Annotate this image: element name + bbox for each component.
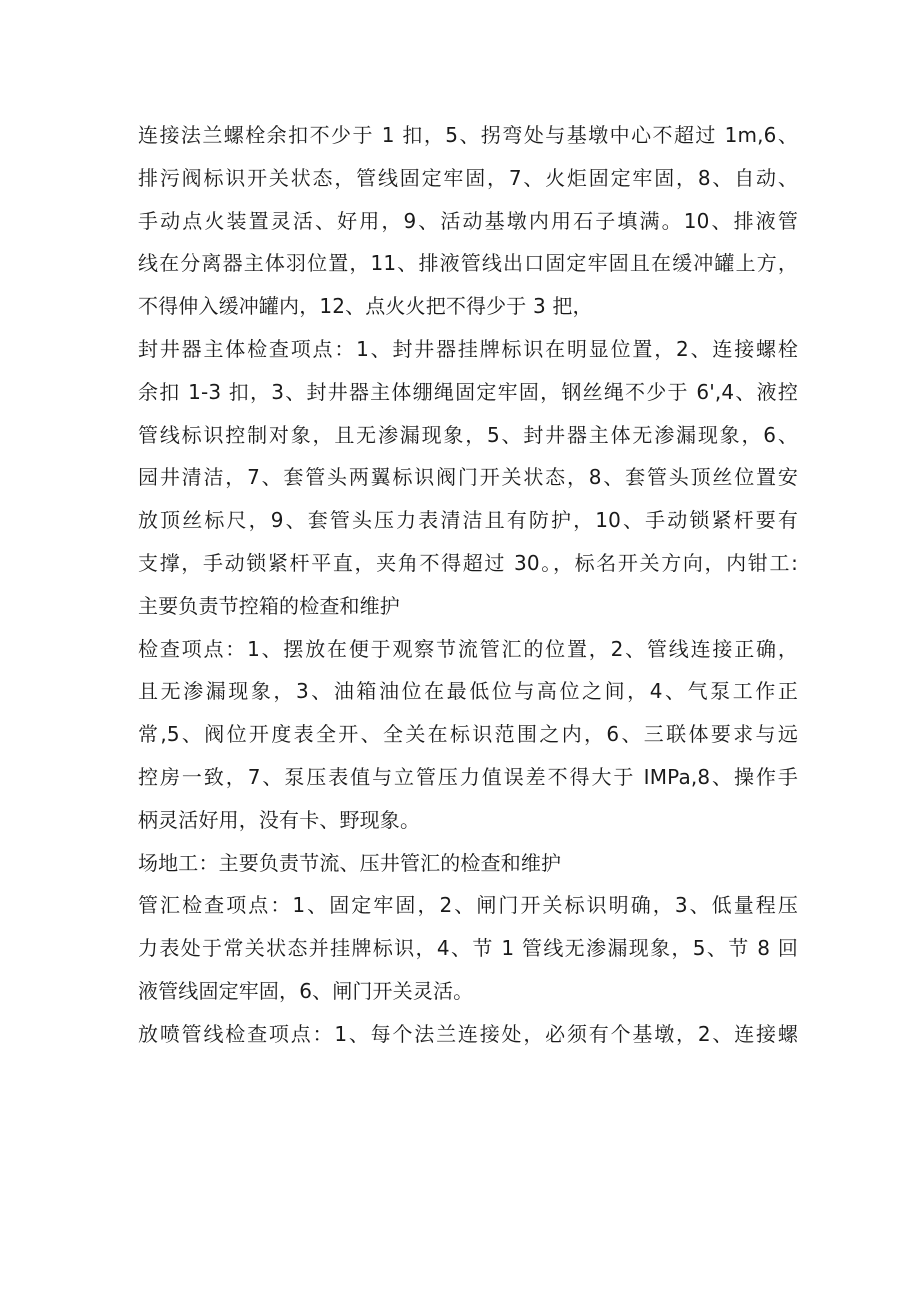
text-line: 控房一致，7、泵压表值与立管压力值误差不得大于 IMPa,8、操作手	[138, 764, 798, 789]
text-line: 检查项点：1、摆放在便于观察节流管汇的位置，2、管线连接正确，	[138, 636, 798, 661]
text-line: 线在分离器主体羽位置，11、排液管线出口固定牢固且在缓冲罐上方，	[138, 251, 798, 276]
text-line: 且无渗漏现象，3、油箱油位在最低位与高位之间，4、气泵工作正	[138, 679, 798, 704]
text-line: 常,5、阀位开度表全开、全关在标识范围之内，6、三联体要求与远	[138, 722, 798, 747]
text-line: 柄灵活好用，没有卡、野现象。	[138, 807, 421, 832]
text-line: 不得伸入缓冲罐内，12、点火火把不得少于 3 把，	[138, 294, 593, 319]
text-line: 液管线固定牢固，6、闸门开关灵活。	[138, 978, 474, 1003]
text-line: 放喷管线检查项点：1、每个法兰连接处，必须有个基墩，2、连接螺	[138, 1021, 798, 1046]
body-text	[138, 114, 798, 1056]
text-line: 放顶丝标尺，9、套管头压力表清洁且有防护，10、手动锁紧杆要有	[138, 508, 798, 533]
text-line: 排污阀标识开关状态，管线固定牢固，7、火炬固定牢固，8、自动、	[138, 165, 798, 190]
text-line: 支撑，手动锁紧杆平直，夹角不得超过 30。，标名开关方向，内钳工:	[138, 550, 798, 575]
text-line: 主要负责节控箱的检查和维护	[138, 593, 400, 618]
text-line: 连接法兰螺栓余扣不少于 1 扣，5、拐弯处与基墩中心不超过 1m,6、	[138, 123, 798, 147]
text-line: 园井清洁，7、套管头两翼标识阀门开关状态，8、套管头顶丝位置安	[138, 465, 798, 490]
text-line: 管线标识控制对象，且无渗漏现象，5、封井器主体无渗漏现象，6、	[138, 422, 798, 447]
text-line: 场地工：主要负责节流、压井管汇的检查和维护	[138, 850, 562, 875]
text-line: 手动点火装置灵活、好用，9、活动基墩内用石子填满。10、排液管	[138, 208, 798, 233]
text-line: 管汇检查项点：1、固定牢固，2、闸门开关标识明确，3、低量程压	[138, 893, 798, 918]
text-line: 封井器主体检查项点：1、封井器挂牌标识在明显位置，2、连接螺栓	[138, 336, 798, 361]
text-line: 余扣 1-3 扣，3、封井器主体绷绳固定牢固，钢丝绳不少于 6',4、液控	[138, 379, 798, 404]
text-line: 力表处于常关状态并挂牌标识，4、节 1 管线无渗漏现象，5、节 8 回	[138, 936, 798, 961]
